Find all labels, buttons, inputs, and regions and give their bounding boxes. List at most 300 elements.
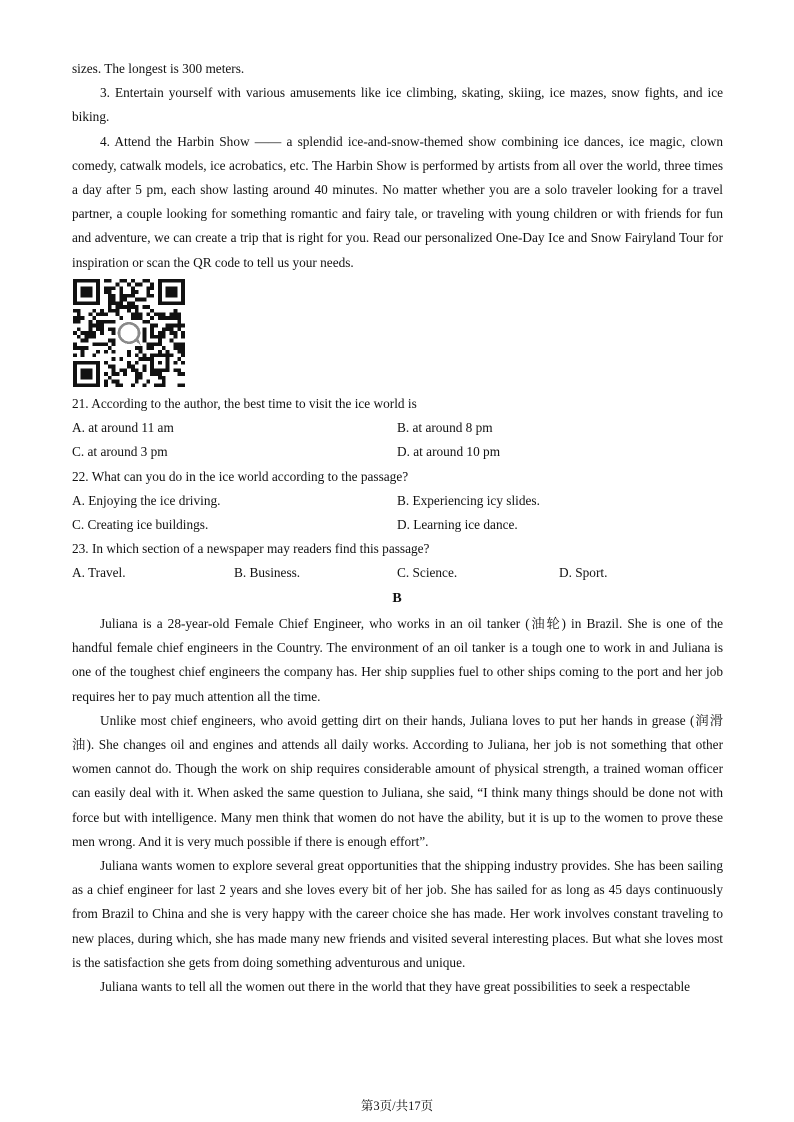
qr-module [81,383,85,387]
qr-module [162,313,166,317]
qr-module [92,324,96,328]
option-23b: B. Business. [234,565,301,581]
qr-module [131,316,135,320]
qr-module [181,361,185,365]
qr-module [162,383,166,387]
qr-module [96,380,100,384]
qr-module [88,376,92,380]
qr-module [73,294,77,298]
qr-module [139,283,143,287]
qr-module [150,346,154,350]
qr-module [154,335,158,339]
qr-module [177,301,181,305]
qr-module [123,279,127,283]
qr-module [81,301,85,305]
qr-module [112,372,116,376]
qr-module [166,286,170,290]
qr-module [181,372,185,376]
qr-module [162,368,166,372]
qr-module [119,279,123,283]
question-22-options-row-1 [72,489,723,513]
qr-module [162,376,166,380]
qr-module [135,305,139,309]
qr-module [73,346,77,350]
qr-module [173,342,177,346]
qr-module [143,279,147,283]
option-21a: A. at around 11 am [72,420,174,436]
qr-module [131,279,135,283]
qr-module [85,279,89,283]
qr-module [88,320,92,324]
qr-module [166,327,170,331]
qr-module [108,376,112,380]
qr-module [81,346,85,350]
qr-module [127,309,131,313]
qr-module [112,309,116,313]
option-22c: C. Creating ice buildings. [72,516,209,532]
qr-module [170,353,174,357]
qr-module [112,320,116,324]
qr-module [173,309,177,313]
qr-module [173,368,177,372]
qr-module [81,290,85,294]
qr-module [131,365,135,369]
qr-module [77,335,81,339]
qr-module [162,327,166,331]
qr-module [77,383,81,387]
qr-module [73,298,77,302]
qr-module [131,290,135,294]
question-23-stem: 23. In which section of a newspaper may readers find this passage? [72,541,430,557]
qr-module [92,316,96,320]
qr-module [150,368,154,372]
qr-module [181,331,185,335]
qr-module [112,350,116,354]
qr-module [73,331,77,335]
qr-module [170,279,174,283]
qr-module [154,324,158,328]
qr-module [158,301,162,305]
qr-module [158,361,162,365]
qr-module [146,305,150,309]
qr-module [173,361,177,365]
qr-module [100,327,104,331]
qr-module [92,309,96,313]
qr-module [108,279,112,283]
qr-module [170,331,174,335]
qr-module [112,368,116,372]
qr-module [92,361,96,365]
qr-module [162,279,166,283]
qr-module [85,376,89,380]
qr-module [77,361,81,365]
qr-module [73,316,77,320]
qr-module [181,301,185,305]
qr-module [88,313,92,317]
option-21c: C. at around 3 pm [72,444,168,460]
qr-module [146,357,150,361]
qr-module [177,327,181,331]
passage-b-paragraph-1: Juliana is a 28-year-old Female Chief Engineer, who works in an oil tanker (油轮) in Brazil. She is one of the handful female chief engineers in the Country. The environment of an oil tanker is a tough one to work in and Juliana is one of the toughest chief engineers the company has. Her ship supplies fuel to other ships coming to the port and her job requires her to pay much attention all the time. [72,616,723,704]
qr-module [81,294,85,298]
qr-module [131,313,135,317]
qr-module [154,372,158,376]
qr-module [166,294,170,298]
qr-module [170,327,174,331]
qr-module [96,376,100,380]
qr-module [104,383,108,387]
qr-module [119,301,123,305]
qr-module [177,357,181,361]
qr-module [96,327,100,331]
qr-module [96,350,100,354]
qr-module [158,298,162,302]
qr-module [181,342,185,346]
qr-module [73,279,77,283]
qr-module [158,283,162,287]
qr-module [162,301,166,305]
qr-module [170,290,174,294]
qr-module [85,368,89,372]
qr-module [162,353,166,357]
qr-module [96,279,100,283]
qr-module [88,361,92,365]
qr-module [104,279,108,283]
qr-module [112,342,116,346]
qr-module [73,283,77,287]
qr-module [85,361,89,365]
qr-module [158,368,162,372]
qr-module [104,320,108,324]
qr-module [112,357,116,361]
qr-module [123,368,127,372]
qr-module [88,324,92,328]
qr-module [158,339,162,343]
qr-module [146,320,150,324]
qr-module [119,298,123,302]
qr-module [127,365,131,369]
qr-module [85,331,89,335]
qr-module [181,279,185,283]
qr-module [150,331,154,335]
qr-module [177,313,181,317]
qr-module [96,361,100,365]
qr-module [131,368,135,372]
qr-module [139,372,143,376]
qr-module [135,361,139,365]
qr-module [173,316,177,320]
qr-module [92,353,96,357]
qr-module [96,383,100,387]
qr-module [150,361,154,365]
qr-module [115,283,119,287]
qr-module [119,290,123,294]
passage-b-paragraph-2: Unlike most chief engineers, who avoid getting dirt on their hands, Juliana loves to put her hands in grease (润滑油). She changes oil and engines and attends all daily works. According to Juliana, her job is not something that other women cannot do. Though the work on ship requires considerable amount of physical strength, a trained woman officer can easily deal with it. When asked the same question to Juliana, she said, “I think many things should be done not with force but with intelligence. Many men think that women do not have the ability, but it is up to the women to prove these men wrong. And it is very much possible if there is enough effort”. [72,712,723,849]
passage-a-line: sizes. The longest is 300 meters. [72,61,245,76]
question-23-options-row [72,561,723,585]
qr-module [108,290,112,294]
qr-module [112,298,116,302]
qr-module [88,331,92,335]
qr-module [150,335,154,339]
qr-module [131,286,135,290]
qr-module [166,368,170,372]
qr-module [81,353,85,357]
qr-module [96,283,100,287]
qr-module [96,294,100,298]
qr-module [181,294,185,298]
qr-module [177,324,181,328]
qr-module [154,368,158,372]
qr-module [181,283,185,287]
qr-module [135,313,139,317]
qr-module [170,324,174,328]
qr-module [100,309,104,313]
qr-module [162,331,166,335]
qr-module [143,320,147,324]
qr-module [115,313,119,317]
qr-module [150,327,154,331]
qr-module [166,365,170,369]
qr-module [96,324,100,328]
qr-module [77,301,81,305]
qr-module [177,368,181,372]
qr-module [158,353,162,357]
qr-module [143,305,147,309]
qr-module [150,365,154,369]
option-23c: C. Science. [397,565,458,581]
option-21d: D. at around 10 pm [397,444,501,460]
qr-module [181,324,185,328]
qr-module [135,368,139,372]
qr-module [119,286,123,290]
qr-module [143,331,147,335]
qr-module [154,353,158,357]
qr-module [139,376,143,380]
qr-module [173,313,177,317]
qr-module [108,286,112,290]
qr-module [119,305,123,309]
qr-module [181,286,185,290]
passage-a-item-4: 4. Attend the Harbin Show —— a splendid ice-and-snow-themed show combining ice dances, ice magic, clown comedy, catwalk models, ice acrobatics, etc. The Harbin Show is performed by artists from all over the world, three times a day after 5 pm, each show lasting around 40 minutes. No matter whether you are a solo traveler looking for a travel partner, a couple looking for something romantic and fairy tale, or traveling with young children or with friends for fun and adventure, we can create a trip that is right for you. Read our personalized One-Day Ice and Snow Fairyland Tour for inspiration or scan the QR code to tell us your needs. [72,133,723,270]
qr-module [146,290,150,294]
qr-module [173,290,177,294]
qr-module [119,357,123,361]
option-23a: A. Travel. [72,565,126,581]
qr-module [108,320,112,324]
passage-b-paragraph-3: Juliana wants women to explore several great opportunities that the shipping industry provides. She has been sailing as a chief engineer for last 2 years and she loves every bit of her job. She has sailed for as long as 45 days continuously from Brazil to China and she is very happy with the career choice she has made. Her work involves constant traveling to new places, during which, she has made many new friends and visited several interesting places. But what she loves most is the satisfaction she gets from doing something adventurous and unique. [72,858,723,970]
qr-module [158,372,162,376]
qr-module [158,294,162,298]
section-b-heading: B [392,591,402,606]
qr-module [108,294,112,298]
qr-module [170,301,174,305]
qr-module [85,301,89,305]
qr-module [146,313,150,317]
qr-module [96,320,100,324]
qr-module [162,380,166,384]
qr-module [143,298,147,302]
qr-module [115,372,119,376]
qr-module [81,361,85,365]
qr-module [85,294,89,298]
qr-module [139,316,143,320]
qr-module [158,342,162,346]
qr-module [104,286,108,290]
qr-module [162,316,166,320]
option-21b: B. at around 8 pm [397,420,493,436]
qr-module [127,301,131,305]
qr-module [85,286,89,290]
qr-module [131,305,135,309]
qr-module [88,294,92,298]
qr-module [112,339,116,343]
qr-module [81,331,85,335]
qr-module [115,301,119,305]
qr-module [123,372,127,376]
qr-module [143,357,147,361]
qr-module [131,294,135,298]
qr-module [115,383,119,387]
qr-module [143,365,147,369]
qr-module [173,286,177,290]
qr-module [123,294,127,298]
qr-module [88,383,92,387]
qr-module [81,279,85,283]
qr-module [85,383,89,387]
qr-module [104,361,108,365]
qr-module [119,316,123,320]
qr-module [146,346,150,350]
qr-module [77,327,81,331]
qr-module [150,357,154,361]
qr-module [154,313,158,317]
qr-module [104,372,108,376]
qr-module [73,376,77,380]
qr-module [108,346,112,350]
qr-module [81,350,85,354]
qr-module [143,335,147,339]
qr-module [73,368,77,372]
qr-code-icon[interactable] [73,279,185,387]
qr-module [135,316,139,320]
qr-module [73,301,77,305]
qr-module [177,372,181,376]
passage-b-text [72,612,723,999]
qr-module [173,335,177,339]
qr-module [166,316,170,320]
qr-module [135,353,139,357]
qr-module [100,320,104,324]
qr-module [166,324,170,328]
question-22-options-row-2 [72,513,723,537]
passage-a-item-3: 3. Entertain yourself with various amusements like ice climbing, skating, skiing, ice mazes, snow fights, and ice biking. [72,85,723,125]
qr-module [104,342,108,346]
qr-module [170,294,174,298]
qr-module [177,279,181,283]
qr-module [96,372,100,376]
qr-module [73,320,77,324]
qr-module [73,361,77,365]
qr-module [104,290,108,294]
question-21-options-row-2 [72,440,723,464]
qr-module [150,353,154,357]
qr-module [146,342,150,346]
qr-module [108,305,112,309]
qr-module [88,290,92,294]
qr-module [158,290,162,294]
qr-module [135,346,139,350]
qr-module [92,335,96,339]
qr-module [100,324,104,328]
qr-module [104,350,108,354]
qr-module [108,301,112,305]
qr-module [127,294,131,298]
qr-module [139,350,143,354]
qr-module [166,290,170,294]
qr-module [181,350,185,354]
qr-module [158,383,162,387]
qr-module [112,294,116,298]
qr-module [108,309,112,313]
qr-module [81,339,85,343]
qr-module [162,335,166,339]
qr-module [85,372,89,376]
qr-module [88,327,92,331]
qr-module [96,290,100,294]
qr-module [85,335,89,339]
passage-a-text [72,57,723,275]
qr-module [85,339,89,343]
qr-module [73,383,77,387]
qr-module [173,331,177,335]
qr-module [96,298,100,302]
qr-module [77,346,81,350]
qr-module [73,309,77,313]
qr-module [173,279,177,283]
qr-module [73,372,77,376]
qr-module [135,376,139,380]
qr-module [181,298,185,302]
page-number: 第3页/共17页 [360,1099,434,1113]
qr-module [150,286,154,290]
qr-module [166,353,170,357]
qr-module [108,339,112,343]
qr-module [135,309,139,313]
qr-module [177,383,181,387]
qr-module [177,350,181,354]
qr-module [143,383,147,387]
option-22b: B. Experiencing icy slides. [397,492,540,508]
qr-module [158,331,162,335]
qr-module [166,301,170,305]
qr-module [100,342,104,346]
qr-module [112,301,116,305]
qr-module [127,283,131,287]
qr-module [127,350,131,354]
qr-module [96,368,100,372]
qr-module [100,331,104,335]
qr-module [77,320,81,324]
qr-module [146,286,150,290]
qr-module [135,372,139,376]
qr-module [150,324,154,328]
qr-module [108,327,112,331]
qr-module [96,301,100,305]
qr-module [158,376,162,380]
qr-module [143,339,147,343]
qr-module [166,361,170,365]
